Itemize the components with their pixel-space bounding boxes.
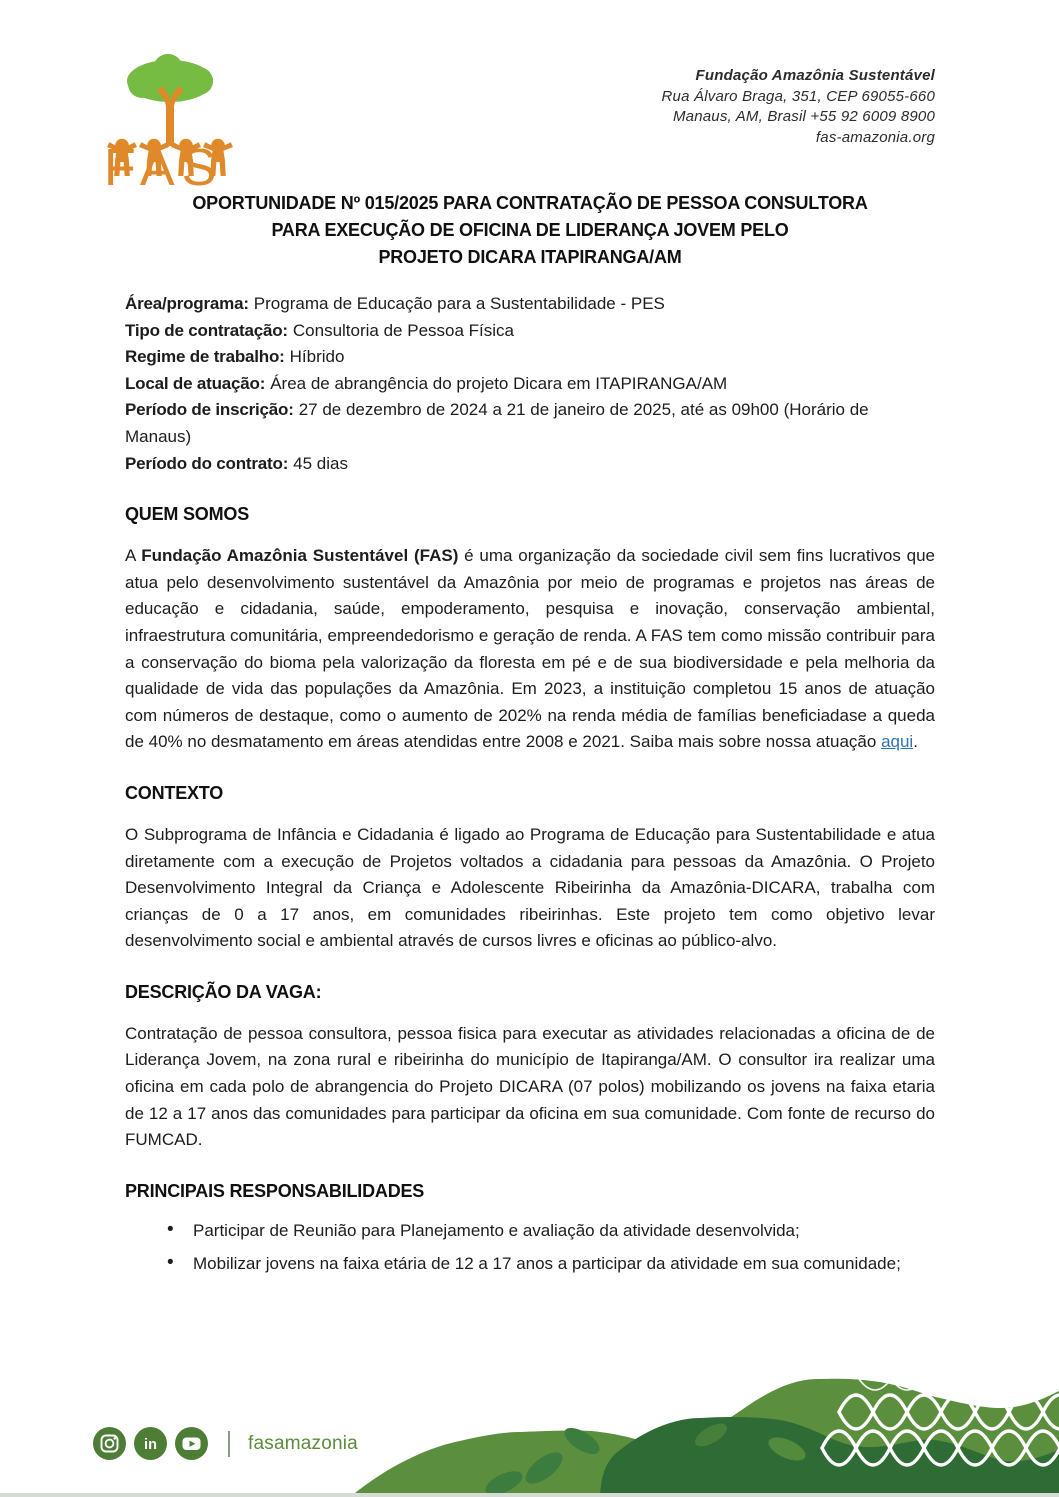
heading-quem-somos: QUEM SOMOS (125, 504, 250, 525)
detail-row-periodo-inscricao (125, 397, 935, 450)
page-bottom-edge (0, 1493, 1059, 1497)
contexto-paragraph: O Subprograma de Infância e Cidadania é ligado ao Programa de Educação para Sustentabilidade e atua diretamente com a execução de Projetos voltados a cidadania para pessoas da Amazônia. O Projeto Desenvolvimento Integral da Criança e Adolescente Ribeirinha da Amazônia-DICARA, trabalha com crianças de 0 a 17 anos, em comunidades ribeirinhas. Este projeto tem como objetivo levar desenvolvimento social e ambiental através de cursos livres e oficinas ao público-alvo. (125, 824, 935, 951)
social-row (93, 1427, 358, 1460)
title-line-1: OPORTUNIDADE Nº 015/2025 PARA CONTRATAÇÃO DE PESSOA CONSULTORA (192, 193, 868, 213)
org-name-bold: Fundação Amazônia Sustentável (FAS) (141, 546, 459, 566)
heading-contexto: CONTEXTO (125, 782, 224, 803)
document-title (125, 190, 935, 271)
youtube-icon[interactable] (175, 1427, 208, 1460)
instagram-icon[interactable] (93, 1427, 126, 1460)
detail-row-periodo-contrato (125, 451, 935, 478)
tree-icon (127, 54, 213, 146)
detail-value: 27 de dezembro de 2024 a 21 de janeiro de 2025, até as 09h00 (Horário de Manaus) (125, 400, 869, 446)
separator-bar (228, 1431, 230, 1457)
detail-value: Híbrido (289, 347, 345, 367)
address-line1: Rua Álvaro Braga, 351, CEP 69055-660 (661, 87, 935, 105)
detail-row-tipo-contratacao (125, 318, 935, 345)
detail-label: Regime de trabalho: (125, 347, 285, 367)
quem-somos-paragraph (125, 543, 935, 756)
address-line2: Manaus, AM, Brasil +55 92 6009 8900 (672, 108, 935, 125)
responsibilities-list (165, 1218, 935, 1278)
detail-label: Local de atuação: (125, 373, 266, 393)
website: fas-amazonia.org (815, 128, 935, 146)
details-block (125, 291, 935, 477)
fas-logo (100, 52, 240, 188)
paragraph-text: é uma organização da sociedade civil sem fins lucrativos que atua pelo desenvolvimento sustentável da Amazônia por meio de programas e projetos nas áreas de educação e cidadania, saúde, empoderamento, pesquisa e inovação, conservação ambiental, infraestrutura comunitária, empreendedorismo e geração de renda. A FAS tem como missão contribuir para a conservação do bioma pela valorização da floresta em pé e de sua biodiversidade e pela melhoria da qualidade de vida das populações da Amazônia. Em 2023, a instituição completou 15 anos de atuação com números de destaque, como o aumento de 202% na renda média de famílias beneficiadase a queda de 40% no desmatamento em áreas atendidas entre 2008 e 2021. Saiba mais sobre nossa atuação (125, 546, 936, 752)
document-body (125, 291, 935, 1285)
social-handle: fasamazonia (248, 1432, 358, 1454)
org-name: Fundação Amazônia Sustentável (695, 67, 935, 84)
svg-text:in: in (144, 1437, 157, 1453)
detail-value: Área de abrangência do projeto Dicara em ITAPIRANGA/AM (270, 373, 728, 393)
heading-responsabilidades: PRINCIPAIS RESPONSABILIDADES (125, 1180, 425, 1201)
footer-hills-graphic (339, 1365, 1059, 1497)
paragraph-text: A (125, 546, 142, 566)
detail-value: Consultoria de Pessoa Física (292, 320, 514, 340)
title-line-3: PROJETO DICARA ITAPIRANGA/AM (378, 247, 682, 267)
detail-row-regime-trabalho (125, 344, 935, 371)
descricao-paragraph: Contratação de pessoa consultora, pessoa fisica para executar as atividades relacionadas a oficina de de Liderança Jovem, na zona rural e ribeirinha do município de Itapiranga/AM. O consultor ira realizar uma oficina em cada polo de abrangencia do Projeto DICARA (07 polos) mobilizando os jovens na faixa etaria de 12 a 17 anos das comunidades para participar da oficina em sua comunidade. Com fonte de recurso do FUMCAD. (125, 1023, 935, 1150)
heading-descricao-vaga: DESCRIÇÃO DA VAGA: (125, 981, 322, 1002)
detail-label: Período de inscrição: (125, 400, 294, 420)
title-line-2: PARA EXECUÇÃO DE OFICINA DE LIDERANÇA JOVEM PELO (271, 220, 789, 240)
list-item: • Participar de Reunião para Planejamento e avaliação da atividade desenvolvida; (165, 1218, 935, 1245)
detail-row-local-atuacao (125, 371, 935, 398)
detail-value: Programa de Educação para a Sustentabilidade - PES (253, 294, 665, 313)
detail-row-area-programa (125, 291, 935, 318)
detail-label: Tipo de contratação: (125, 320, 288, 340)
aqui-link[interactable]: aqui (881, 732, 914, 752)
linkedin-icon[interactable] (134, 1427, 167, 1460)
detail-label: Período do contrato: (125, 453, 289, 473)
detail-label: Área/programa: (125, 294, 249, 313)
contact-block (662, 66, 935, 148)
list-item: • Mobilizar jovens na faixa etária de 12 a 17 anos a participar da atividade em sua comunidade; (165, 1251, 935, 1278)
paragraph-text: . (913, 732, 918, 752)
detail-value: 45 dias (293, 453, 348, 473)
logo-wordmark: FAS (104, 139, 224, 188)
